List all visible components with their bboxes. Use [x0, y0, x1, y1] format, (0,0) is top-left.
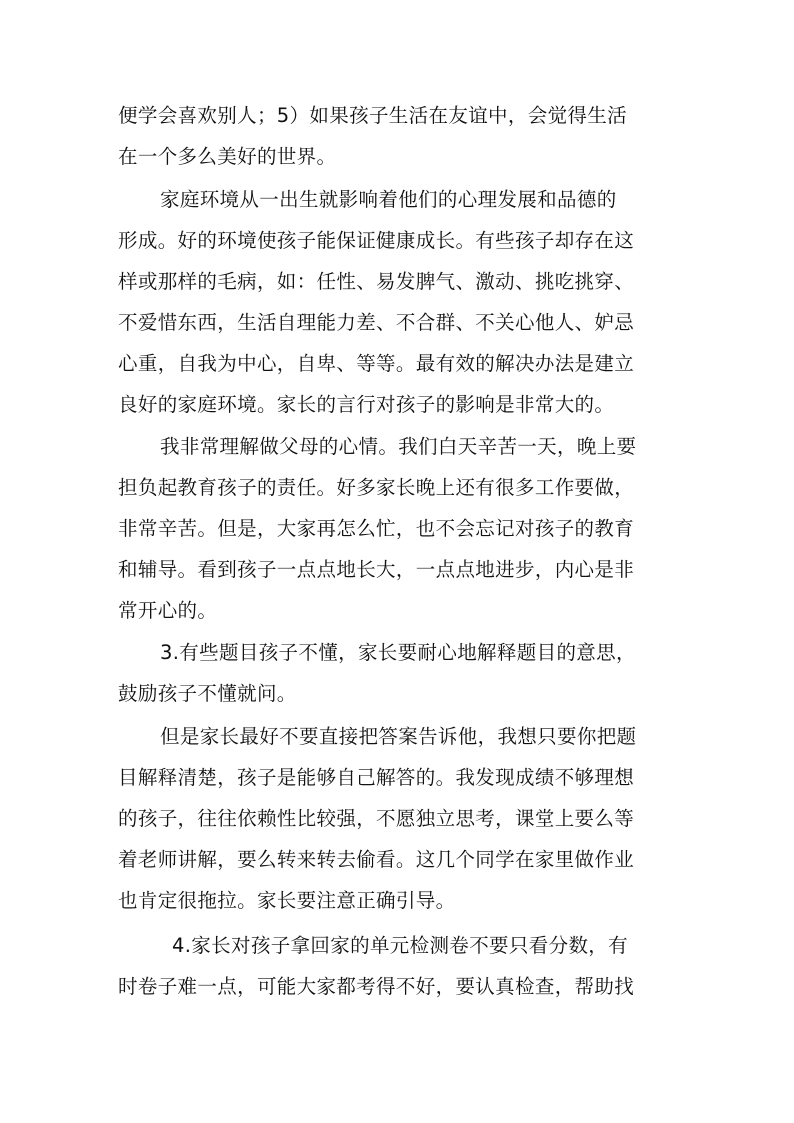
paragraph-start-line: 但是家长最好不要直接把答案告诉他，我想只要你把题 [160, 725, 637, 748]
numbered-item-line: 3.有些题目孩子不懂，家长要耐心地解释题目的意思， [160, 641, 636, 664]
numbered-item-line: 4.家长对孩子拿回家的单元检测卷不要只看分数，有 [172, 934, 629, 957]
text-line: 常开心的。 [118, 599, 218, 622]
text-line: 良好的家庭环境。家长的言行对孩子的影响是非常大的。 [118, 393, 615, 416]
paragraph-start-line: 家庭环境从一出生就影响着他们的心理发展和品德的 [160, 188, 617, 211]
paragraph-start-line: 我非常理解做父母的心情。我们白天辛苦一天，晚上要 [160, 435, 637, 458]
text-line: 不爱惜东西，生活自理能力差、不合群、不关心他人、妒忌 [118, 311, 635, 334]
text-line: 在一个多么美好的世界。 [118, 145, 337, 168]
text-line: 非常辛苦。但是，大家再怎么忙，也不会忘记对孩子的教育 [118, 517, 635, 540]
text-line: 的孩子，往往依赖性比较强，不愿独立思考，课堂上要么等 [118, 807, 635, 830]
text-line: 和辅导。看到孩子一点点地长大，一点点地进步，内心是非 [118, 558, 635, 581]
text-line: 心重，自我为中心，自卑、等等。最有效的解决办法是建立 [118, 352, 635, 375]
text-line: 也肯定很拖拉。家长要注意正确引导。 [118, 889, 456, 912]
text-line: 时卷子难一点，可能大家都考得不好，要认真检查，帮助找 [118, 975, 635, 998]
text-line: 目解释清楚，孩子是能够自己解答的。我发现成绩不够理想 [118, 766, 635, 789]
text-line: 便学会喜欢别人；5）如果孩子生活在友谊中，会觉得生活 [118, 104, 628, 127]
text-line: 担负起教育孩子的责任。好多家长晚上还有很多工作要做， [118, 476, 635, 499]
text-line: 着老师讲解，要么转来转去偷看。这几个同学在家里做作业 [118, 848, 635, 871]
text-line: 样或那样的毛病，如：任性、易发脾气、激动、挑吃挑穿、 [118, 270, 635, 293]
text-line: 鼓励孩子不懂就问。 [118, 682, 297, 705]
text-line: 形成。好的环境使孩子能保证健康成长。有些孩子却存在这 [118, 229, 635, 252]
